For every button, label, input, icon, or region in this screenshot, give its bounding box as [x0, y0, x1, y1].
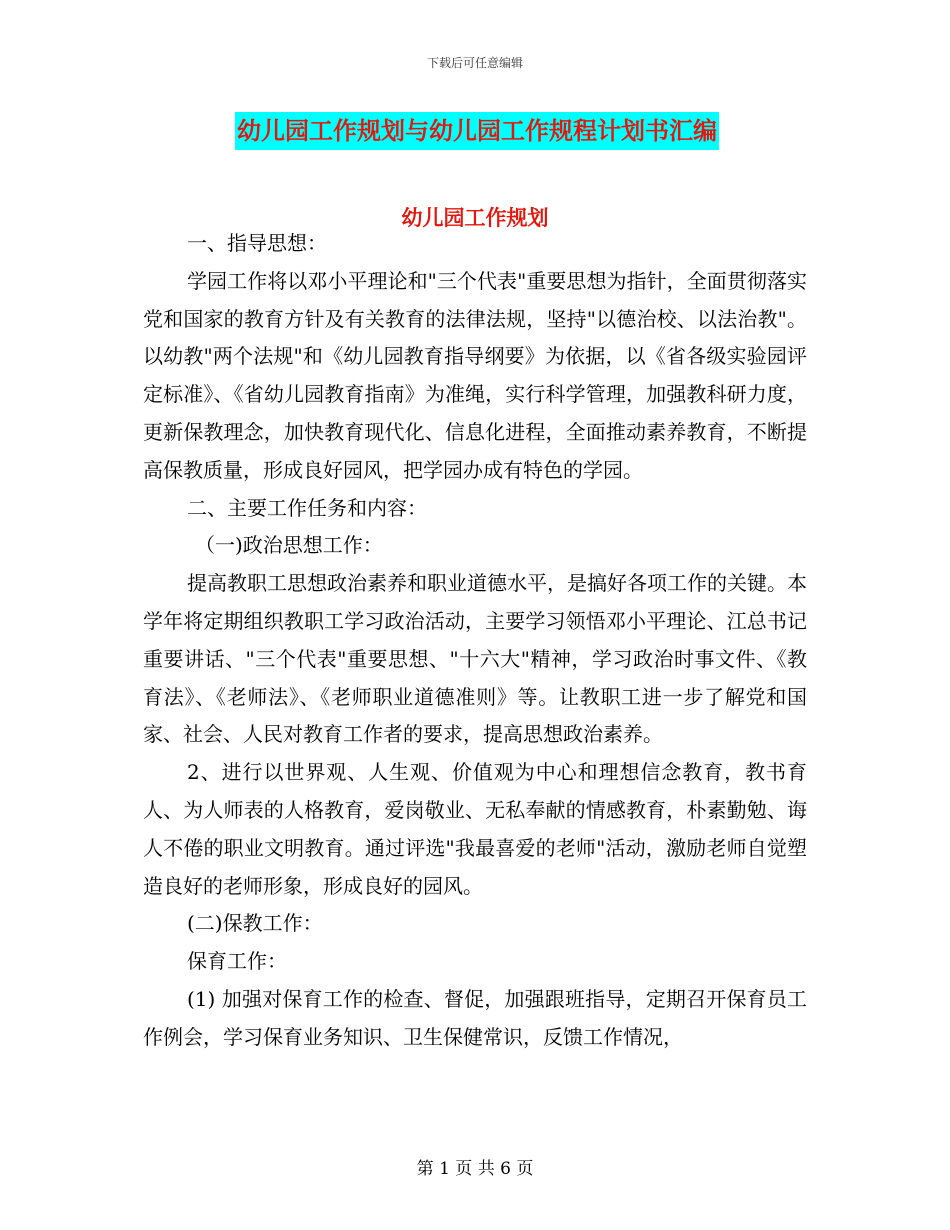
paragraph-care-item-1: (1) 加强对保育工作的检查、督促，加强跟班指导，定期召开保育员工作例会，学习保育业务知识、卫生保健常识，反馈工作情况， — [143, 986, 807, 1049]
document-title: 幼儿园工作规划与幼儿园工作规程计划书汇编 — [235, 112, 719, 150]
paragraph-political-work: 提高教职工思想政治素养和职业道德水平，是搞好各项工作的关键。本学年将定期组织教职工学习政治活动，主要学习领悟邓小平理论、江总书记重要讲话、"三个代表"重要思想、"十六大"精神，学习政治时事文件、《教育法》、《老师法》、《老师职业道德准则》等。让教职工进一步了解党和国家、社会、人民对教育工作者的要求，提高思想政治素养。 — [143, 571, 807, 747]
heading-care-education: (二)保教工作： — [187, 911, 323, 936]
section-title: 幼儿园工作规划 — [401, 206, 549, 230]
heading-main-tasks: 二、主要工作任务和内容： — [187, 495, 427, 520]
page-header: 下载后可任意编辑 — [426, 56, 523, 70]
heading-political-work: （一)政治思想工作： — [195, 533, 383, 558]
paragraph-item-2: 2、进行以世界观、人生观、价值观为中心和理想信念教育，教书育人、为人师表的人格教育，爱岗敬业、无私奉献的情感教育，朴素勤勉、诲人不倦的职业文明教育。通过评选"我最喜爱的老师"活动，激励老师自觉塑造良好的老师形象，形成良好的园风。 — [143, 760, 807, 898]
document-body — [143, 225, 807, 1057]
heading-guiding-ideology: 一、指导思想： — [187, 231, 327, 255]
paragraph-guiding-ideology: 学园工作将以邓小平理论和"三个代表"重要思想为指针，全面贯彻落实党和国家的教育方针及有关教育的法律法规，坚持"以德治校、以法治教"。以幼教"两个法规"和《幼儿园教育指导纲要》为依据，以《省各级实验园评定标准》、《省幼儿园教育指南》为准绳，实行科学管理，加强教科研力度，更新保教理念，加快教育现代化、信息化进程，全面推动素养教育，不断提高保教质量，形成良好园风，把学园办成有特色的学园。 — [143, 268, 807, 482]
heading-care-work: 保育工作： — [187, 949, 287, 974]
page-footer: 第 1 页 共 6 页 — [416, 1159, 534, 1179]
